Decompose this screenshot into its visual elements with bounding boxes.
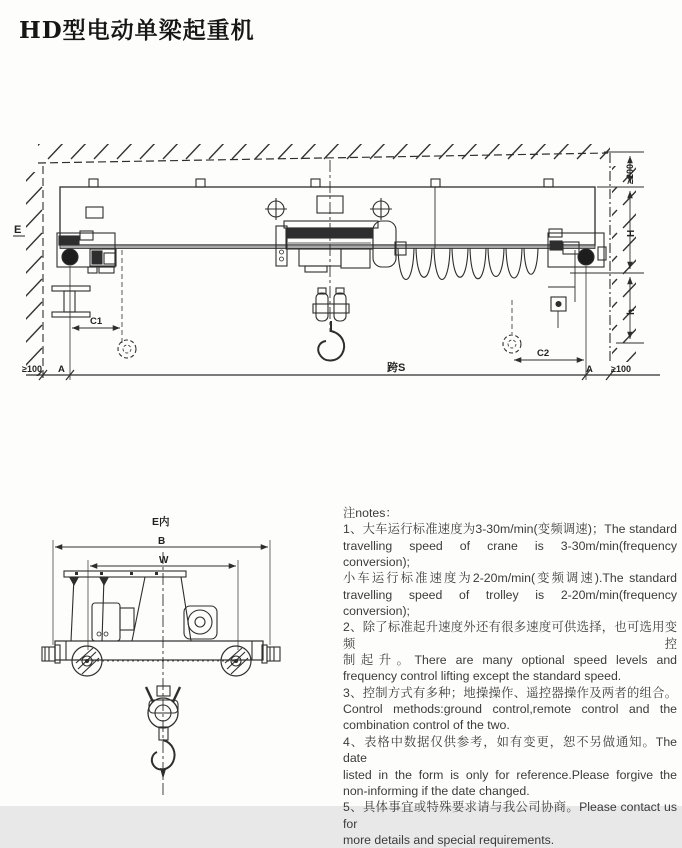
note-line: conversion); (343, 604, 410, 619)
note-line: listed in the form is only for reference.Please forgive the (343, 767, 677, 782)
note-line: non-informing if the date changed. (343, 783, 530, 798)
center-mark-left (265, 198, 287, 220)
right-wall-hatch (612, 166, 636, 362)
note-line: 制起升。There are many optional speed levels and (343, 653, 677, 668)
dim-label-w: W (159, 555, 169, 566)
end-carriage-side (42, 641, 280, 676)
note-line: frequency control lifting except the standard speed. (343, 669, 622, 684)
dim-label-a-left: A (58, 364, 65, 375)
dim-label-b: B (158, 536, 166, 547)
note-line: travelling speed of trolley is 2-20m/min(frequency (343, 587, 677, 602)
dim-label-a-right: A (586, 364, 593, 375)
phantom-hook-right (503, 300, 521, 353)
note-line: 5、具体事宜或特殊要求请与我公司协商。Please contact us for (343, 800, 677, 831)
notes-panel (343, 505, 677, 848)
front-view-drawing (13, 144, 660, 380)
note-line: 1、大车运行标准速度为3-30m/min(变频调速)；The standard (343, 522, 677, 537)
note-line: 小车运行标准速度为2-20m/min(变频调速).The standard (343, 571, 677, 586)
note-line: combination control of the two. (343, 718, 510, 733)
right-end-carriage (548, 229, 606, 380)
note-line: Control methods:ground control,remote control and the (343, 702, 677, 717)
note-line: 3、控制方式有多种；地操操作、遥控器操作及两者的组合。 (343, 685, 677, 700)
notes-heading: 注notes： (343, 506, 398, 520)
festoon-cables (398, 248, 538, 280)
page-title: HD型电动单梁起重机 (19, 17, 255, 44)
dim-label-e-top: E内 (152, 516, 170, 528)
left-wall-hatch (26, 172, 43, 376)
note-line: more details and special requirements. (343, 832, 555, 847)
hook-block (313, 288, 349, 361)
left-end-carriage (52, 231, 116, 380)
hoist-end-view (92, 603, 217, 641)
note-line: 2、除了标准起升速度外还有很多速度可供选择，也可选用变频控 (343, 620, 677, 651)
dim-label-margin-right: ≥100 (611, 364, 631, 374)
note-line: conversion); (343, 555, 410, 570)
note-line: 4、表格中数据仅供参考，如有变更，恕不另做通知。The date (343, 734, 677, 766)
dim-label-c1: C1 (90, 316, 103, 327)
dim-label-margin-left: ≥100 (22, 364, 42, 374)
dim-label-c2: C2 (537, 348, 550, 359)
note-line: travelling speed of crane is 3-30m/min(frequency (343, 538, 677, 553)
ceiling-hatch (38, 144, 610, 161)
dim-label-H: H (626, 229, 637, 237)
dim-label-h: h (626, 308, 637, 315)
dim-label-span: 跨S (387, 362, 406, 374)
side-view-drawing (42, 515, 280, 795)
dim-label-e: E (14, 224, 22, 236)
dim-label-gap-top: ≥200 (625, 164, 635, 184)
center-mark-right (370, 198, 392, 220)
phantom-hook-left (118, 250, 136, 358)
